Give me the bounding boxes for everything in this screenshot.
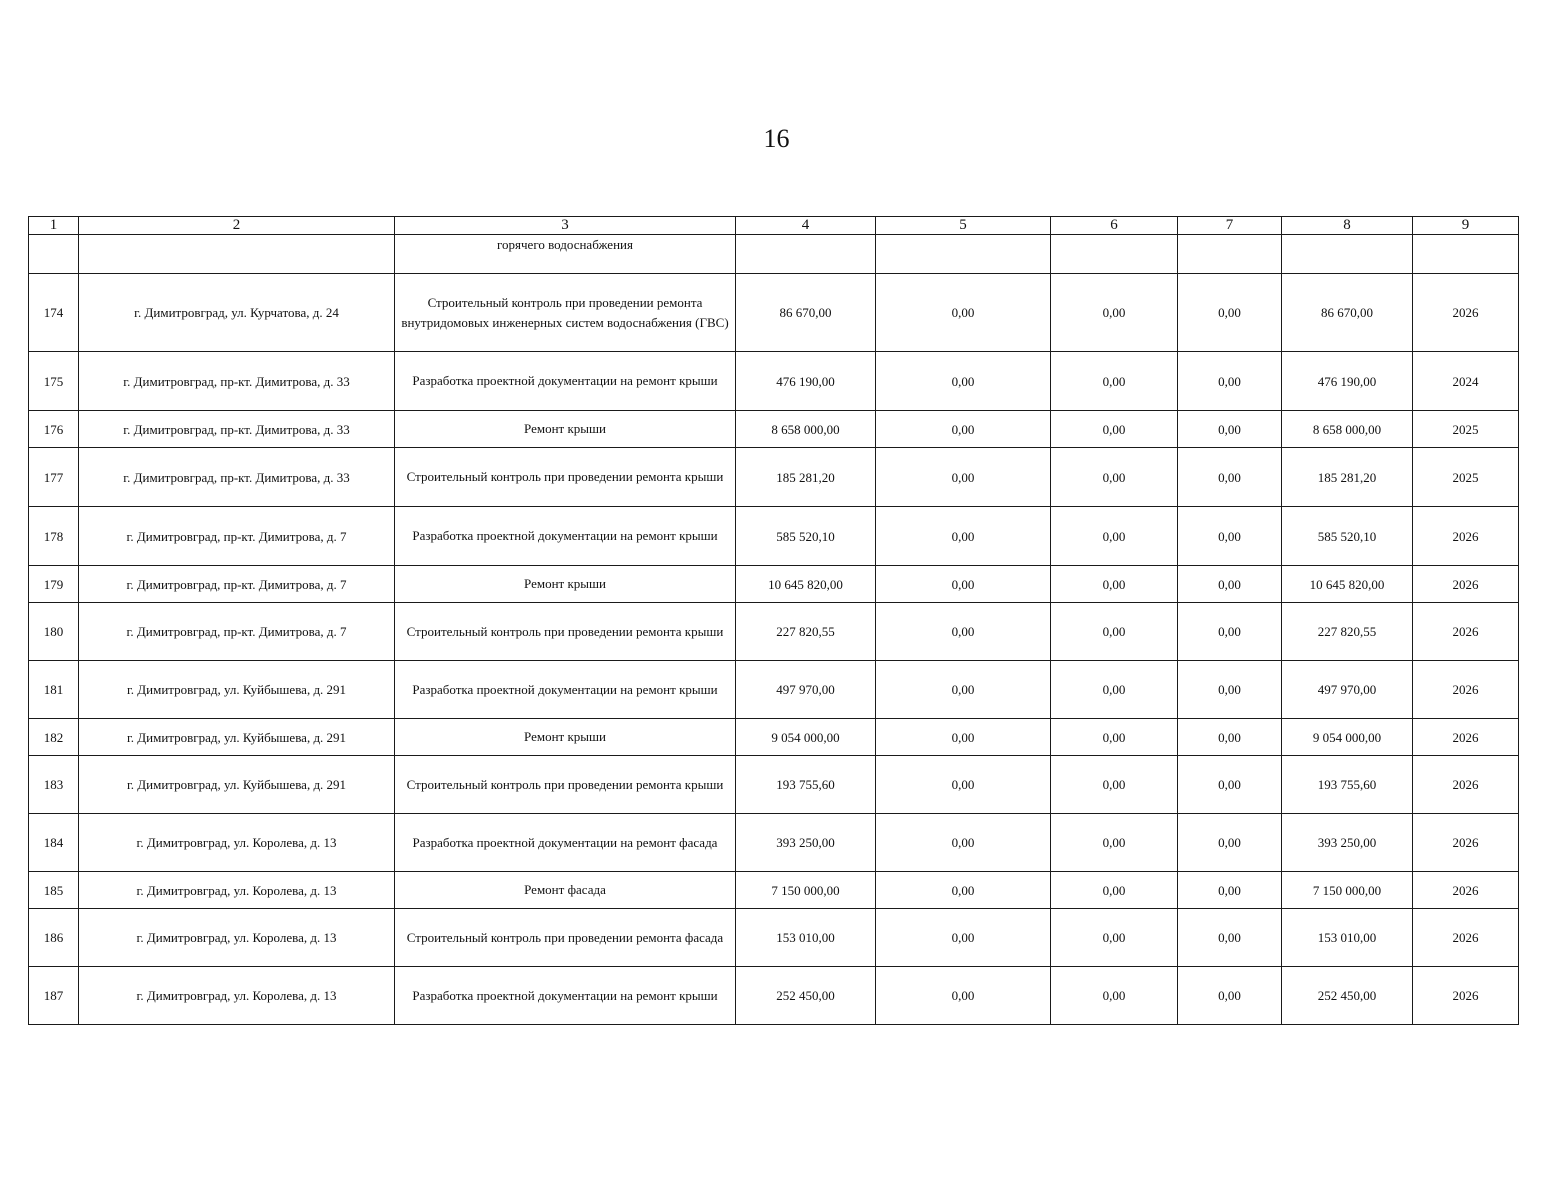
cell-work: Разработка проектной документации на ремонт фасада [395, 814, 736, 872]
cell-col8: 86 670,00 [1282, 274, 1413, 352]
column-header-2: 2 [79, 217, 395, 235]
cell-address: г. Димитровград, ул. Королева, д. 13 [79, 814, 395, 872]
cell-col5: 0,00 [876, 507, 1051, 566]
cell-year: 2026 [1413, 814, 1519, 872]
table-row [29, 411, 1519, 448]
table-row [29, 448, 1519, 507]
cell-col6: 0,00 [1051, 719, 1178, 756]
cell-work: Разработка проектной документации на ремонт крыши [395, 352, 736, 411]
cell-address: г. Димитровград, ул. Королева, д. 13 [79, 967, 395, 1025]
column-header-5: 5 [876, 217, 1051, 235]
cell-col7: 0,00 [1178, 661, 1282, 719]
cell-address: г. Димитровград, пр-кт. Димитрова, д. 7 [79, 507, 395, 566]
cell-year [1413, 235, 1519, 274]
column-header-1: 1 [29, 217, 79, 235]
cell-number: 177 [29, 448, 79, 507]
cell-col7: 0,00 [1178, 909, 1282, 967]
cell-year: 2026 [1413, 566, 1519, 603]
cell-number: 187 [29, 967, 79, 1025]
cell-col4 [736, 235, 876, 274]
cell-col7 [1178, 235, 1282, 274]
cell-col5: 0,00 [876, 872, 1051, 909]
cell-number: 185 [29, 872, 79, 909]
cell-number: 182 [29, 719, 79, 756]
table-row [29, 274, 1519, 352]
table-row [29, 909, 1519, 967]
cell-col4: 252 450,00 [736, 967, 876, 1025]
cell-col5: 0,00 [876, 719, 1051, 756]
cell-number: 180 [29, 603, 79, 661]
cell-col6: 0,00 [1051, 566, 1178, 603]
cell-col4: 193 755,60 [736, 756, 876, 814]
cell-col8: 9 054 000,00 [1282, 719, 1413, 756]
table-row [29, 566, 1519, 603]
cell-address: г. Димитровград, ул. Королева, д. 13 [79, 909, 395, 967]
cell-address: г. Димитровград, ул. Курчатова, д. 24 [79, 274, 395, 352]
column-header-8: 8 [1282, 217, 1413, 235]
cell-number: 184 [29, 814, 79, 872]
cell-work: Разработка проектной документации на ремонт крыши [395, 967, 736, 1025]
cell-number: 179 [29, 566, 79, 603]
cell-col6 [1051, 235, 1178, 274]
cell-col8: 585 520,10 [1282, 507, 1413, 566]
cell-address: г. Димитровград, пр-кт. Димитрова, д. 33 [79, 352, 395, 411]
cell-col6: 0,00 [1051, 507, 1178, 566]
cell-year: 2024 [1413, 352, 1519, 411]
table-row [29, 352, 1519, 411]
column-header-4: 4 [736, 217, 876, 235]
cell-col7: 0,00 [1178, 274, 1282, 352]
cell-work: Строительный контроль при проведении ремонта крыши [395, 756, 736, 814]
cell-col4: 227 820,55 [736, 603, 876, 661]
cell-address: г. Димитровград, ул. Куйбышева, д. 291 [79, 756, 395, 814]
table-row [29, 967, 1519, 1025]
cell-number: 175 [29, 352, 79, 411]
cell-col8: 10 645 820,00 [1282, 566, 1413, 603]
cell-col5: 0,00 [876, 661, 1051, 719]
cell-year: 2026 [1413, 603, 1519, 661]
column-header-7: 7 [1178, 217, 1282, 235]
column-header-3: 3 [395, 217, 736, 235]
cell-number: 183 [29, 756, 79, 814]
table-row [29, 756, 1519, 814]
cell-address: г. Димитровград, пр-кт. Димитрова, д. 33 [79, 448, 395, 507]
cell-work: Разработка проектной документации на ремонт крыши [395, 661, 736, 719]
works-table [28, 216, 1519, 1025]
column-header-9: 9 [1413, 217, 1519, 235]
cell-col8: 476 190,00 [1282, 352, 1413, 411]
cell-col6: 0,00 [1051, 352, 1178, 411]
cell-col8: 393 250,00 [1282, 814, 1413, 872]
cell-work: Ремонт крыши [395, 719, 736, 756]
cell-col7: 0,00 [1178, 448, 1282, 507]
cell-col7: 0,00 [1178, 603, 1282, 661]
cell-address: г. Димитровград, ул. Куйбышева, д. 291 [79, 661, 395, 719]
column-header-6: 6 [1051, 217, 1178, 235]
cell-year: 2026 [1413, 661, 1519, 719]
cell-col4: 497 970,00 [736, 661, 876, 719]
cell-year: 2026 [1413, 756, 1519, 814]
cell-address [79, 235, 395, 274]
cell-col6: 0,00 [1051, 448, 1178, 507]
cell-year: 2026 [1413, 872, 1519, 909]
cell-number: 181 [29, 661, 79, 719]
cell-col8: 227 820,55 [1282, 603, 1413, 661]
cell-work: Строительный контроль при проведении ремонта фасада [395, 909, 736, 967]
cell-col5: 0,00 [876, 814, 1051, 872]
cell-year: 2026 [1413, 507, 1519, 566]
table-row [29, 661, 1519, 719]
cell-col6: 0,00 [1051, 967, 1178, 1025]
cell-address: г. Димитровград, пр-кт. Димитрова, д. 7 [79, 566, 395, 603]
cell-year: 2026 [1413, 909, 1519, 967]
cell-col4: 9 054 000,00 [736, 719, 876, 756]
cell-col4: 476 190,00 [736, 352, 876, 411]
cell-col8: 8 658 000,00 [1282, 411, 1413, 448]
cell-work: горячего водоснабжения [395, 235, 736, 274]
cell-col5: 0,00 [876, 352, 1051, 411]
cell-col4: 8 658 000,00 [736, 411, 876, 448]
cell-year: 2026 [1413, 719, 1519, 756]
cell-col4: 585 520,10 [736, 507, 876, 566]
cell-col7: 0,00 [1178, 719, 1282, 756]
cell-col6: 0,00 [1051, 814, 1178, 872]
cell-col7: 0,00 [1178, 814, 1282, 872]
cell-col4: 393 250,00 [736, 814, 876, 872]
cell-col5: 0,00 [876, 411, 1051, 448]
table-header [29, 217, 1519, 235]
cell-col6: 0,00 [1051, 661, 1178, 719]
cell-address: г. Димитровград, пр-кт. Димитрова, д. 33 [79, 411, 395, 448]
cell-col5: 0,00 [876, 274, 1051, 352]
cell-col5: 0,00 [876, 756, 1051, 814]
cell-col8 [1282, 235, 1413, 274]
cell-col5 [876, 235, 1051, 274]
cell-col5: 0,00 [876, 566, 1051, 603]
cell-col8: 7 150 000,00 [1282, 872, 1413, 909]
cell-number [29, 235, 79, 274]
cell-col6: 0,00 [1051, 603, 1178, 661]
cell-col8: 252 450,00 [1282, 967, 1413, 1025]
cell-work: Разработка проектной документации на ремонт крыши [395, 507, 736, 566]
cell-col7: 0,00 [1178, 411, 1282, 448]
cell-col7: 0,00 [1178, 566, 1282, 603]
cell-year: 2026 [1413, 967, 1519, 1025]
cell-col5: 0,00 [876, 448, 1051, 507]
cell-col7: 0,00 [1178, 756, 1282, 814]
table-row [29, 719, 1519, 756]
table-body [29, 235, 1519, 1025]
page-number: 16 [763, 124, 790, 153]
cell-col5: 0,00 [876, 967, 1051, 1025]
cell-col7: 0,00 [1178, 872, 1282, 909]
cell-col7: 0,00 [1178, 507, 1282, 566]
cell-work: Ремонт крыши [395, 411, 736, 448]
cell-col6: 0,00 [1051, 872, 1178, 909]
table-row [29, 603, 1519, 661]
cell-col4: 153 010,00 [736, 909, 876, 967]
header-row [29, 217, 1519, 235]
cell-address: г. Димитровград, пр-кт. Димитрова, д. 7 [79, 603, 395, 661]
cell-number: 174 [29, 274, 79, 352]
cell-work: Строительный контроль при проведении ремонта внутридомовых инженерных систем водоснабжения (ГВС) [395, 274, 736, 352]
cell-col8: 193 755,60 [1282, 756, 1413, 814]
cell-col8: 497 970,00 [1282, 661, 1413, 719]
cell-year: 2026 [1413, 274, 1519, 352]
cell-col4: 10 645 820,00 [736, 566, 876, 603]
cell-number: 186 [29, 909, 79, 967]
cell-col6: 0,00 [1051, 274, 1178, 352]
cell-year: 2025 [1413, 411, 1519, 448]
cell-col7: 0,00 [1178, 352, 1282, 411]
table-row [29, 872, 1519, 909]
cell-address: г. Димитровград, ул. Куйбышева, д. 291 [79, 719, 395, 756]
cell-col6: 0,00 [1051, 909, 1178, 967]
cell-col6: 0,00 [1051, 411, 1178, 448]
cell-work: Строительный контроль при проведении ремонта крыши [395, 603, 736, 661]
cell-col6: 0,00 [1051, 756, 1178, 814]
cell-col5: 0,00 [876, 909, 1051, 967]
cell-work: Строительный контроль при проведении ремонта крыши [395, 448, 736, 507]
table-row [29, 507, 1519, 566]
cell-col8: 185 281,20 [1282, 448, 1413, 507]
cell-col7: 0,00 [1178, 967, 1282, 1025]
cell-work: Ремонт фасада [395, 872, 736, 909]
cell-col8: 153 010,00 [1282, 909, 1413, 967]
cell-year: 2025 [1413, 448, 1519, 507]
cell-work: Ремонт крыши [395, 566, 736, 603]
continuation-row [29, 235, 1519, 274]
cell-number: 176 [29, 411, 79, 448]
cell-col4: 86 670,00 [736, 274, 876, 352]
cell-col4: 7 150 000,00 [736, 872, 876, 909]
cell-col4: 185 281,20 [736, 448, 876, 507]
table-row [29, 814, 1519, 872]
cell-number: 178 [29, 507, 79, 566]
cell-col5: 0,00 [876, 603, 1051, 661]
cell-address: г. Димитровград, ул. Королева, д. 13 [79, 872, 395, 909]
